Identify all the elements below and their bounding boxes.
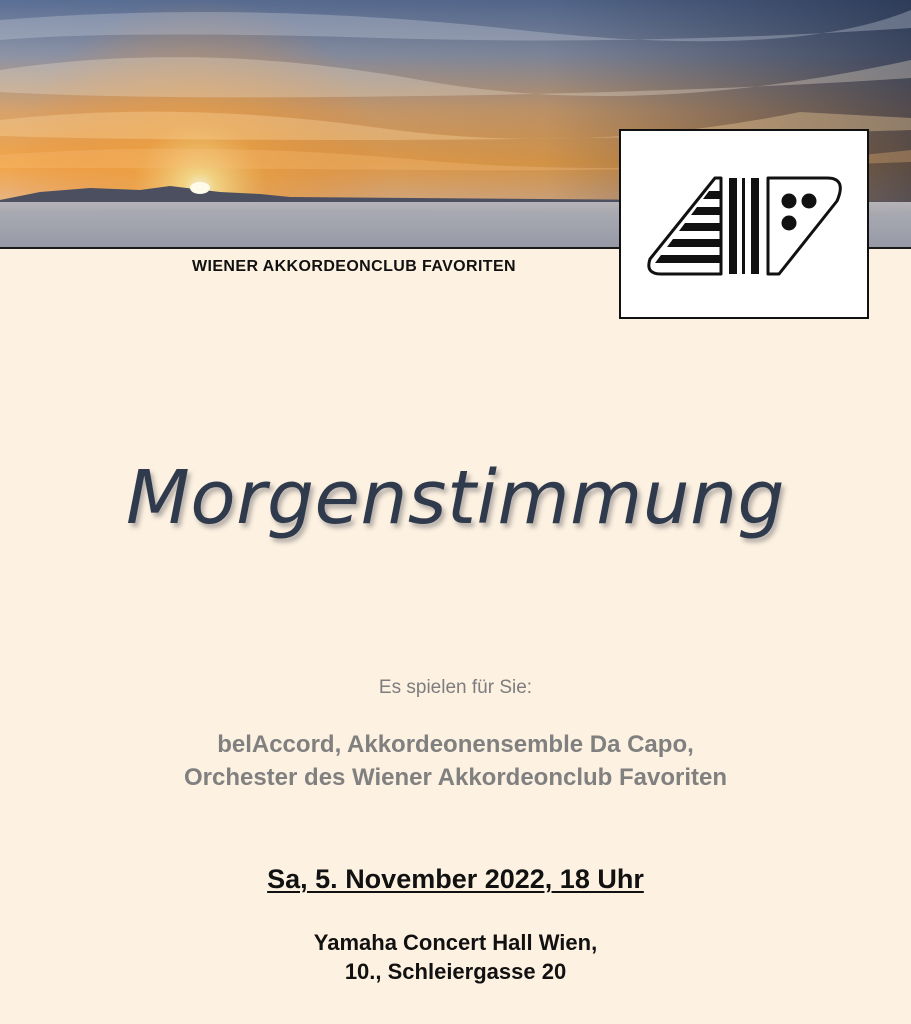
accordion-logo-icon — [621, 131, 867, 317]
event-venue — [0, 928, 911, 986]
performers-list — [0, 728, 911, 794]
venue-line-2: 10., Schleiergasse 20 — [344, 959, 567, 984]
concert-title: Morgenstimmung — [125, 455, 786, 541]
performers-line-2: Orchester des Wiener Akkordeonclub Favoriten — [183, 764, 728, 791]
event-date-text: Sa, 5. November 2022, 18 Uhr — [267, 864, 644, 894]
club-logo — [619, 129, 869, 319]
venue-line-1: Yamaha Concert Hall Wien, — [313, 930, 598, 955]
performers-line-1: belAccord, Akkordeonensemble Da Capo, — [217, 731, 694, 758]
event-date — [0, 864, 911, 895]
performers-intro: Es spielen für Sie: — [378, 677, 533, 698]
club-name: WIENER AKKORDEONCLUB FAVORITEN — [192, 258, 516, 275]
